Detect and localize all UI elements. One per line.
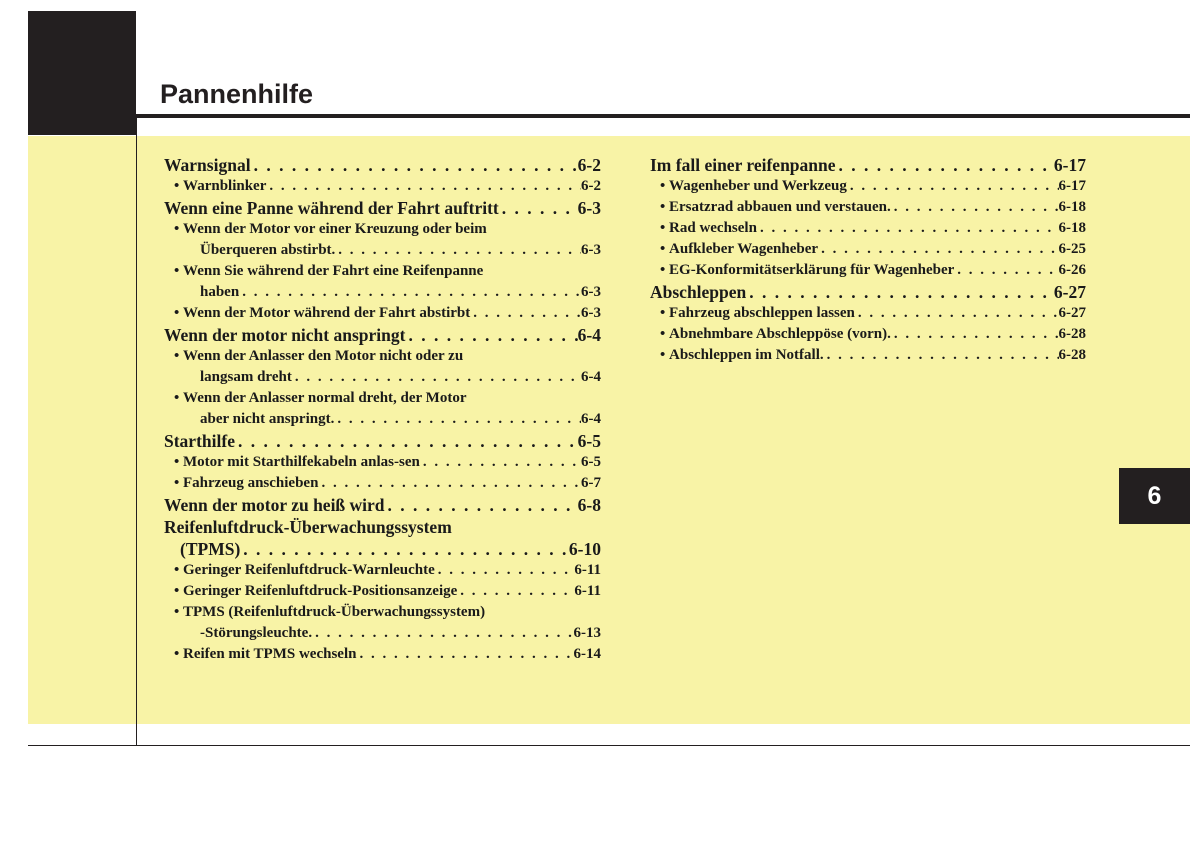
leader-dots — [251, 154, 578, 176]
toc-subentry[interactable] — [164, 581, 601, 602]
leader-dots — [334, 409, 581, 430]
toc-entry[interactable] — [164, 430, 601, 452]
toc-entry[interactable] — [650, 281, 1086, 303]
toc-subentry-label: • Wenn der Motor während der Fahrt abstirbt — [174, 303, 470, 324]
leader-dots — [499, 197, 578, 219]
toc-subentry[interactable] — [650, 260, 1086, 281]
toc-subentry-page: 6-4 — [581, 411, 601, 427]
leader-dots — [847, 176, 1059, 197]
margin-line — [136, 118, 137, 746]
toc-entry[interactable] — [164, 538, 601, 560]
toc-subentry-label: • Fahrzeug anschieben — [174, 473, 318, 494]
toc-subentry-page: 6-18 — [1058, 220, 1086, 236]
toc-subentry[interactable] — [164, 367, 601, 388]
toc-subentry-label: • Reifen mit TPMS wechseln — [174, 644, 356, 665]
toc-entry-page: 6-8 — [577, 495, 601, 515]
toc-subentry-page: 6-14 — [573, 646, 601, 662]
leader-dots — [836, 154, 1054, 176]
toc-entry-label: Wenn der motor zu heiß wird — [164, 495, 385, 515]
leader-dots — [420, 452, 581, 473]
toc-subentry[interactable] — [164, 409, 601, 430]
title-rule — [136, 114, 1190, 118]
toc-subentry[interactable] — [164, 240, 601, 261]
toc-subentry-label: • Warnblinker — [174, 176, 266, 197]
toc-subentry-label: haben — [200, 284, 240, 300]
leader-dots — [891, 324, 1059, 345]
toc-subentry-label[interactable]: • Wenn Sie während der Fahrt eine Reifenpanne — [164, 261, 601, 282]
toc-subentry[interactable] — [650, 345, 1086, 366]
toc-subentry-label[interactable]: • Wenn der Anlasser normal dreht, der Motor — [164, 388, 601, 409]
page-title: Pannenhilfe — [160, 79, 314, 109]
toc-subentry[interactable] — [650, 303, 1086, 324]
leader-dots — [954, 260, 1058, 281]
toc-entry-label: Abschleppen — [650, 282, 747, 302]
toc-entry-label: Wenn der motor nicht anspringt — [164, 325, 406, 345]
leader-dots — [435, 560, 575, 581]
toc-subentry-page: 6-3 — [581, 242, 601, 258]
toc-subentry-label[interactable]: • TPMS (Reifenluftdruck-Überwachungssystem) — [164, 602, 601, 623]
toc-subentry-label: Überqueren abstirbt. — [200, 242, 336, 258]
toc-entry[interactable] — [164, 494, 601, 516]
bottom-rule — [28, 745, 1190, 746]
toc-subentry[interactable] — [650, 239, 1086, 260]
leader-dots — [855, 303, 1059, 324]
toc-subentry-label: • Ersatzrad abbauen und verstauen. — [660, 197, 891, 218]
toc-subentry[interactable] — [164, 282, 601, 303]
chapter-number: 6 — [1147, 481, 1162, 510]
toc-subentry-label: aber nicht anspringt. — [200, 411, 335, 427]
leader-dots — [318, 473, 581, 494]
toc-subentry[interactable] — [164, 303, 601, 324]
toc-subentry-label: • Abnehmbare Abschleppöse (vorn). — [660, 324, 891, 345]
toc-entry[interactable] — [650, 154, 1086, 176]
toc-subentry[interactable] — [650, 218, 1086, 239]
toc-subentry-label: • Aufkleber Wagenheber — [660, 239, 818, 260]
toc-subentry-page: 6-18 — [1058, 199, 1086, 215]
toc-entry-label: Im fall einer reifenpanne — [650, 155, 836, 175]
leader-dots — [457, 581, 574, 602]
toc-subentry[interactable] — [164, 560, 601, 581]
toc-entry-page: 6-5 — [577, 431, 601, 451]
toc-subentry[interactable] — [650, 324, 1086, 345]
toc-subentry-page: 6-25 — [1058, 241, 1086, 257]
toc-subentry-page: 6-28 — [1058, 326, 1086, 342]
toc-subentry[interactable] — [164, 452, 601, 473]
toc-entry-label[interactable]: Reifenluftdruck-Überwachungssystem — [164, 517, 452, 537]
toc-subentry-page: 6-11 — [574, 583, 601, 599]
toc-subentry-label: • Wagenheber und Werkzeug — [660, 176, 847, 197]
toc-subentry-label: • Rad wechseln — [660, 218, 757, 239]
toc-subentry-page: 6-3 — [581, 305, 601, 321]
leader-dots — [757, 218, 1059, 239]
leader-dots — [312, 623, 573, 644]
leader-dots — [239, 282, 581, 303]
toc-subentry-label: • Geringer Reifenluftdruck-Warnleuchte — [174, 560, 435, 581]
toc-subentry[interactable] — [164, 176, 601, 197]
toc-subentry-label: • Fahrzeug abschleppen lassen — [660, 303, 855, 324]
leader-dots — [746, 281, 1054, 303]
toc-subentry-page: 6-27 — [1058, 305, 1086, 321]
toc-subentry-label[interactable]: • Wenn der Motor vor einer Kreuzung oder beim — [164, 219, 601, 240]
leader-dots — [335, 240, 581, 261]
toc-entry-page: 6-4 — [577, 325, 601, 345]
toc-subentry-page: 6-5 — [581, 454, 601, 470]
leader-dots — [292, 367, 581, 388]
toc-entry[interactable] — [164, 324, 601, 346]
toc-entry-page: 6-10 — [568, 539, 601, 559]
leader-dots — [235, 430, 578, 452]
toc-subentry[interactable] — [164, 623, 601, 644]
toc-subentry[interactable] — [164, 473, 601, 494]
toc-entry-page: 6-17 — [1053, 155, 1086, 175]
toc-entry-page: 6-2 — [577, 155, 601, 175]
leader-dots — [356, 644, 573, 665]
leader-dots — [266, 176, 581, 197]
toc-subentry-page: 6-26 — [1058, 262, 1086, 278]
toc-subentry-label: -Störungsleuchte. — [200, 625, 313, 641]
leader-dots — [824, 345, 1059, 366]
toc-subentry-page: 6-11 — [574, 562, 601, 578]
toc-subentry-page: 6-13 — [573, 625, 601, 641]
toc-entry[interactable] — [164, 154, 601, 176]
toc-entry-page: 6-3 — [577, 198, 601, 218]
toc-subentry[interactable] — [650, 176, 1086, 197]
toc-entry-label: (TPMS) — [180, 539, 241, 559]
toc-subentry-page: 6-2 — [581, 178, 601, 194]
leader-dots — [405, 324, 577, 346]
toc-entry[interactable] — [164, 197, 601, 219]
toc-entry-label: Wenn eine Panne während der Fahrt auftritt — [164, 198, 499, 218]
toc-subentry-label: • Motor mit Starthilfekabeln anlas-sen — [174, 452, 420, 473]
toc-subentry-label: langsam dreht — [200, 369, 292, 385]
toc-entry-label: Starthilfe — [164, 431, 235, 451]
toc-subentry-page: 6-7 — [581, 475, 601, 491]
leader-dots — [818, 239, 1058, 260]
leader-dots — [385, 494, 578, 516]
toc-subentry-label: • Abschleppen im Notfall. — [660, 345, 824, 366]
toc-subentry-page: 6-28 — [1058, 347, 1086, 363]
leader-dots — [891, 197, 1059, 218]
leader-dots — [470, 303, 581, 324]
toc-column-right — [650, 154, 1086, 366]
chapter-header-block — [28, 11, 136, 135]
leader-dots — [240, 538, 569, 560]
toc-column-left — [164, 154, 601, 665]
toc-subentry-label: • Geringer Reifenluftdruck-Positionsanzeige — [174, 581, 457, 602]
chapter-tab[interactable] — [1119, 468, 1190, 524]
toc-subentry-page: 6-3 — [581, 284, 601, 300]
toc-subentry[interactable] — [650, 197, 1086, 218]
toc-subentry-page: 6-17 — [1058, 178, 1086, 194]
toc-entry-label: Warnsignal — [164, 155, 251, 175]
toc-entry-page: 6-27 — [1053, 282, 1086, 302]
toc-subentry-label: • EG-Konformitätserklärung für Wagenheber — [660, 260, 954, 281]
toc-subentry[interactable] — [164, 644, 601, 665]
toc-subentry-label[interactable]: • Wenn der Anlasser den Motor nicht oder zu — [164, 346, 601, 367]
toc-subentry-page: 6-4 — [581, 369, 601, 385]
